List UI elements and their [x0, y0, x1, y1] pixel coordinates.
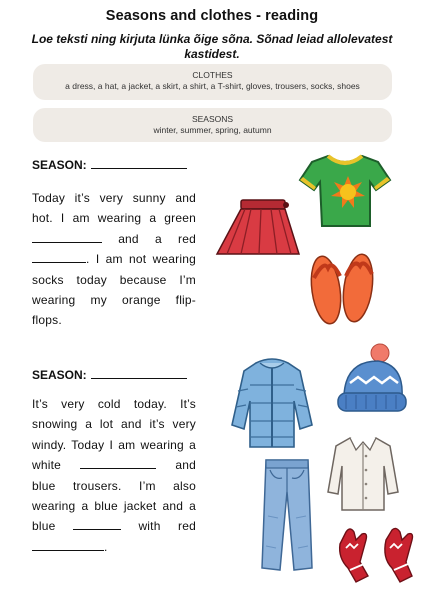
paragraph-2: It’s very cold today. It’s snowing a lot and it’s very windy. Today I am wearing a white and blue trousers. I’m also wearing a blue jacket and a blue with red . [32, 397, 196, 554]
season-2-label: SEASON: [32, 368, 187, 382]
blank-1[interactable] [32, 231, 102, 243]
puffer-jacket-icon [226, 355, 318, 453]
gloves-icon [334, 522, 418, 586]
blank-3[interactable] [80, 457, 156, 469]
blank-4[interactable] [73, 518, 121, 530]
blank-2[interactable] [32, 251, 86, 263]
page-title: Seasons and clothes - reading [105, 8, 319, 24]
season-2-blank[interactable] [91, 368, 187, 379]
skirt-icon [215, 196, 301, 264]
paragraph-1: Today it’s very sunny and hot. I am wearing a green and a red . I am not wearing socks today because I’m wearing my orange flip- flops. [32, 191, 196, 328]
blank-5[interactable] [32, 539, 104, 551]
instruction: Loe teksti ning kirjuta lünka õige sõna. Sõnad leiad allolevatest kastidest. [31, 32, 393, 61]
clothes-word-box [33, 64, 392, 100]
tshirt-icon [298, 150, 392, 230]
season-1-blank[interactable] [91, 158, 187, 169]
seasons-word-box [33, 108, 392, 142]
flip-flops-icon [306, 248, 380, 328]
beanie-icon [334, 343, 408, 419]
shirt-icon [326, 432, 400, 514]
jeans-icon [258, 456, 316, 574]
clothes-words: a dress, a hat, a jacket, a skirt, a shirt, a T-shirt, gloves, trousers, socks, shoes [65, 81, 360, 91]
season-1-label: SEASON: [32, 158, 187, 172]
seasons-heading: SEASONS [191, 114, 234, 124]
seasons-words: winter, summer, spring, autumn [153, 125, 272, 135]
clothes-heading: CLOTHES [192, 70, 233, 80]
